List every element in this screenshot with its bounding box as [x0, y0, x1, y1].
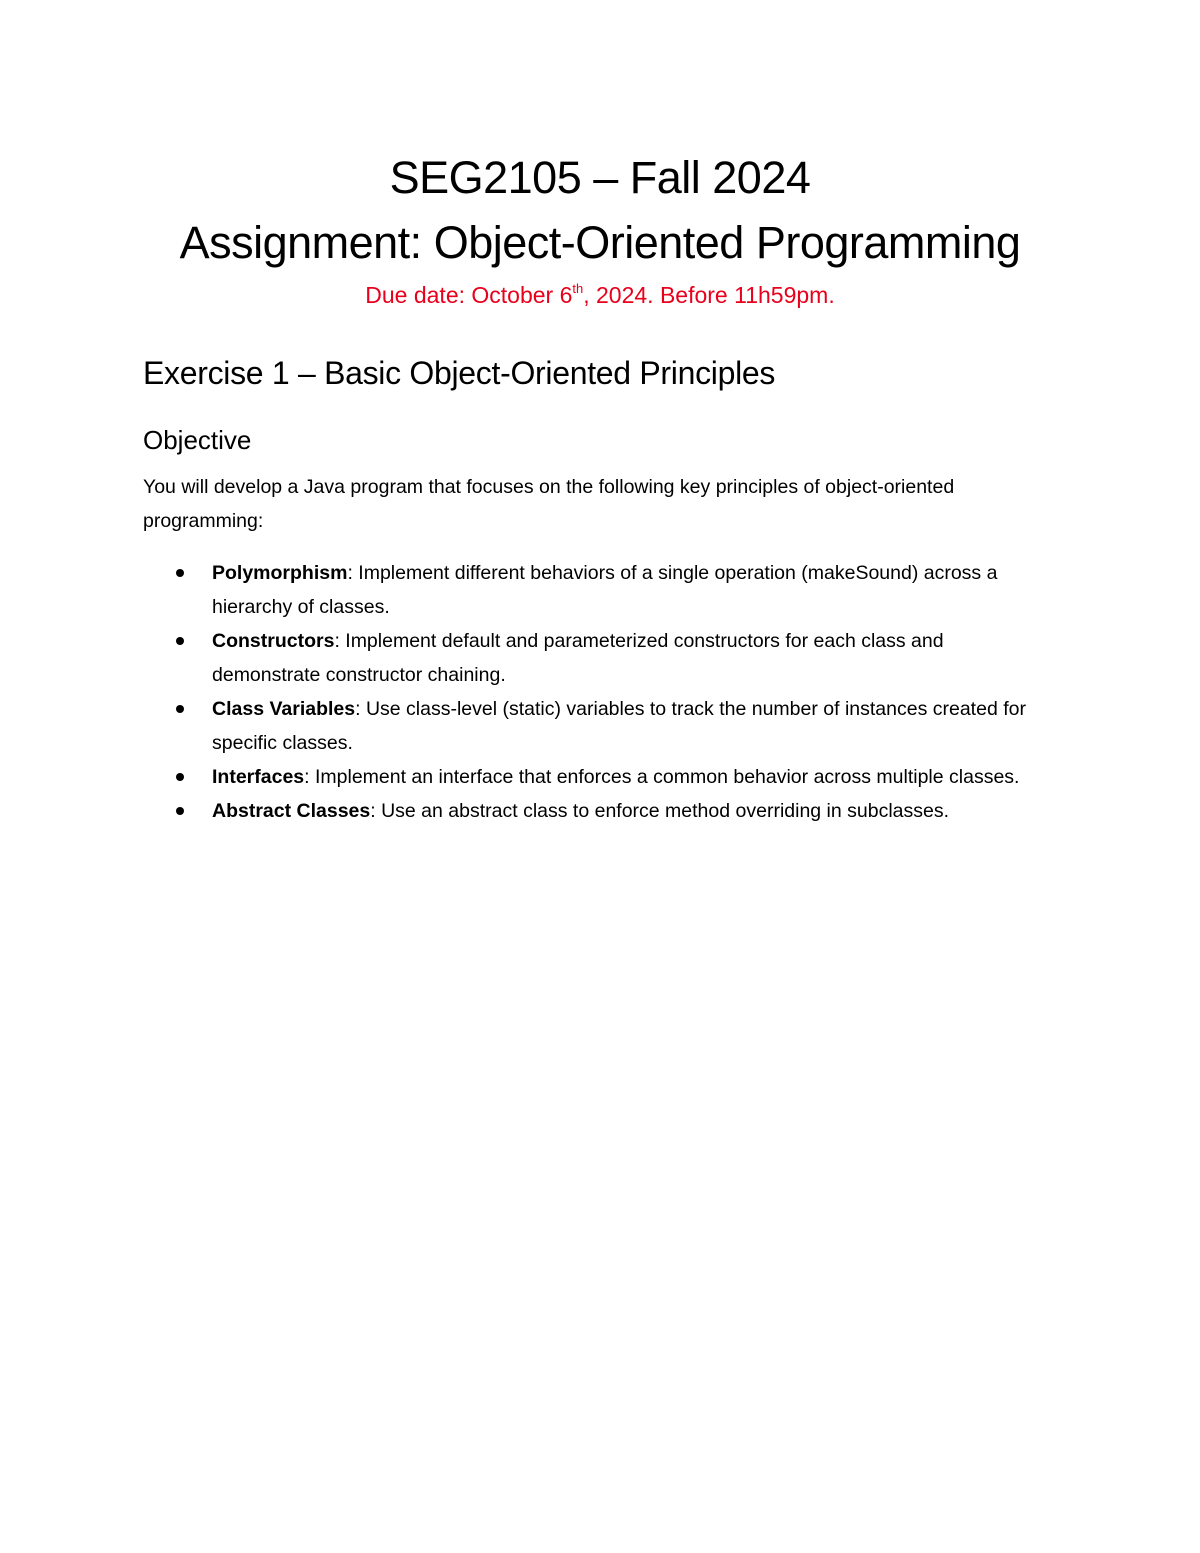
objective-heading: Objective: [143, 425, 252, 455]
due-date-superscript: th: [572, 281, 584, 296]
list-item: [212, 624, 1057, 692]
principle-term: Polymorphism: [212, 562, 348, 584]
principle-term: Interfaces: [212, 766, 305, 788]
exercise-heading: Exercise 1 – Basic Object-Oriented Principles: [143, 355, 776, 391]
principle-term: Constructors: [212, 630, 335, 652]
bullet-icon: [176, 773, 184, 781]
due-date: [0, 280, 1200, 310]
due-date-prefix: Due date: October 6: [365, 282, 573, 308]
bullet-icon: [176, 705, 184, 713]
list-item: [212, 556, 1057, 624]
principle-description: : Use class-level (static) variables to track the number of instances created for specific classes.: [212, 698, 1026, 754]
principle-description: : Implement different behaviors of a single operation (makeSound) across a hierarchy of classes.: [212, 562, 998, 618]
principles-list: [212, 556, 1062, 828]
due-date-suffix: , 2024. Before 11h59pm.: [583, 282, 835, 308]
principle-description: : Implement an interface that enforces a common behavior across multiple classes.: [304, 766, 1020, 788]
principle-description: : Use an abstract class to enforce method overriding in subclasses.: [370, 800, 950, 822]
list-item: [212, 760, 1057, 794]
list-item: [212, 794, 1057, 828]
list-item: [212, 692, 1057, 760]
course-title: SEG2105 – Fall 2024: [389, 152, 811, 203]
intro-paragraph: You will develop a Java program that focuses on the following key principles of object-oriented programming:: [143, 476, 955, 532]
principle-description: : Implement default and parameterized constructors for each class and demonstrate constructor chaining.: [212, 630, 944, 686]
principle-term: Abstract Classes: [212, 800, 371, 822]
principle-term: Class Variables: [212, 698, 356, 720]
bullet-icon: [176, 637, 184, 645]
bullet-icon: [176, 807, 184, 815]
bullet-icon: [176, 569, 184, 577]
assignment-title: Assignment: Object-Oriented Programming: [179, 217, 1021, 268]
